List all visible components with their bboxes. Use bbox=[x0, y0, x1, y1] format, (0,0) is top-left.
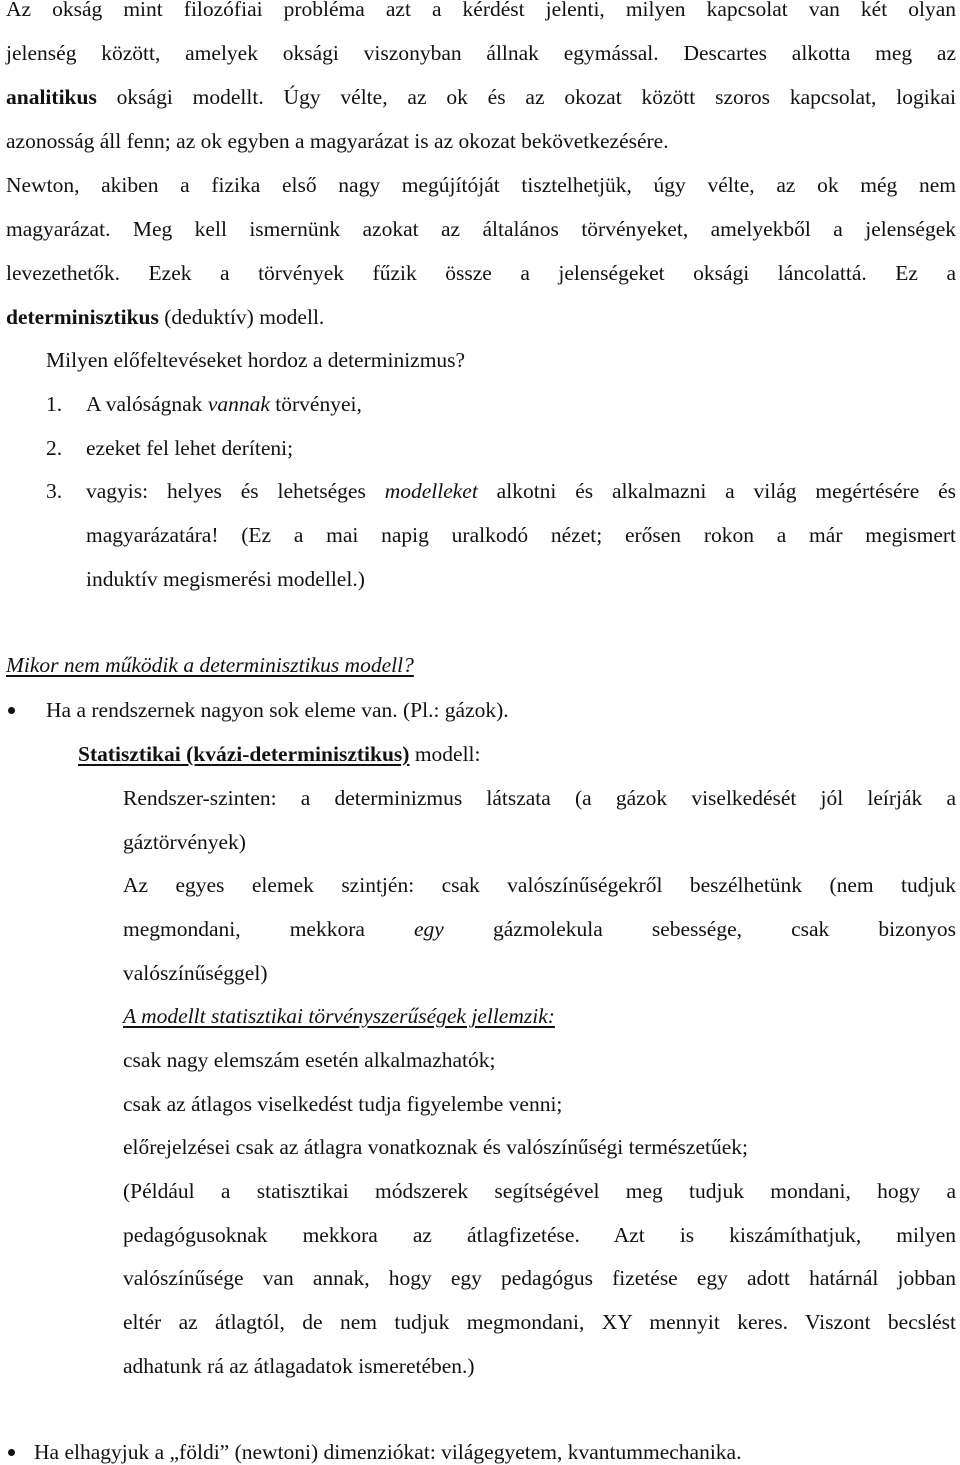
para1-line6: magyarázat. Meg kell ismernünk azokat az általános törvényeket, amelyekből a jelenségek bbox=[6, 217, 956, 241]
para1-line5: Newton, akiben a fizika első nagy megújítóját tisztelhetjük, úgy vélte, az ok még nem bbox=[6, 173, 956, 197]
list-item-2: ezeket fel lehet deríteni; bbox=[86, 436, 294, 460]
stat-system-level-line1: Rendszer-szinten: a determinizmus látszata (a gázok viselkedését jól leírják a bbox=[123, 786, 956, 810]
list-item-3-line2: magyarázatára! (Ez a mai napig uralkodó nézet; erősen rokon a már megismert bbox=[86, 523, 956, 547]
list-item-3-emphasis: modelleket bbox=[384, 479, 478, 503]
stat-example-line4: eltér az átlagtól, de nem tudjuk megmondani, XY mennyit keres. Viszont becslést bbox=[123, 1310, 956, 1334]
question-when-not-working: Mikor nem működik a determinisztikus modell? bbox=[6, 653, 414, 677]
stat-characteristic-1: csak nagy elemszám esetén alkalmazhatók; bbox=[123, 1048, 496, 1072]
para1-line3-rest: oksági modellt. Úgy vélte, az ok és az okozat között szoros kapcsolat, logikai bbox=[96, 85, 956, 109]
stat-example-line3: valószínűsége van annak, hogy egy pedagógus fizetése egy adott határnál jobban bbox=[123, 1266, 956, 1290]
list-item-1-text-a: A valóságnak bbox=[86, 392, 208, 416]
bullet-dot-1 bbox=[8, 707, 15, 714]
para1-line8-rest: (deduktív) modell. bbox=[158, 305, 325, 329]
stat-element-level-line2 bbox=[123, 916, 956, 942]
stat-characteristic-3: előrejelzései csak az átlagra vonatkoznak és valószínűségi természetűek; bbox=[123, 1135, 749, 1159]
question-determinism: Milyen előfeltevéseket hordoz a determinizmus? bbox=[46, 348, 466, 372]
stat-model-heading bbox=[78, 741, 481, 767]
para1-line2: jelenség között, amelyek oksági viszonyban állnak egymással. Descartes alkotta meg az bbox=[6, 41, 956, 65]
para1-line3 bbox=[6, 84, 956, 110]
para1-line4: azonosság áll fenn; az ok egyben a magyarázat is az okozat bekövetkezésére. bbox=[6, 129, 669, 153]
stat-characteristics-title: A modellt statisztikai törvényszerűségek jellemzik: bbox=[123, 1004, 555, 1028]
list-item-3-line3: induktív megismerési modellel.) bbox=[86, 567, 365, 591]
stat-element-level-line1: Az egyes elemek szintjén: csak valószínűségekről beszélhetünk (nem tudjuk bbox=[123, 873, 956, 897]
para1-line1: Az okság mint filozófiai probléma azt a kérdést jelenti, milyen kapcsolat van két olyan bbox=[6, 0, 956, 21]
stat-model-title-rest: modell: bbox=[409, 742, 481, 766]
stat-model-title: Statisztikai (kvázi-determinisztikus) bbox=[78, 742, 410, 766]
stat-element-level-line3: valószínűséggel) bbox=[123, 961, 268, 985]
para1-line8 bbox=[6, 304, 324, 330]
para1-line7: levezethetők. Ezek a törvények fűzik össze a jelenségeket oksági láncolattá. Ez a bbox=[6, 261, 956, 285]
list-item-1 bbox=[86, 391, 362, 417]
list-number-1: 1. bbox=[46, 392, 63, 416]
bullet-item-non-earthly-dimensions: Ha elhagyjuk a „földi” (newtoni) dimenziókat: világegyetem, kvantummechanika. bbox=[34, 1440, 742, 1464]
list-item-1-text-b: törvényei, bbox=[269, 392, 362, 416]
stat-example-line5: adhatunk rá az átlagadatok ismeretében.) bbox=[123, 1354, 475, 1378]
stat-example-line2: pedagógusoknak mekkora az átlagfizetése. Azt is kiszámíthatjuk, milyen bbox=[123, 1223, 956, 1247]
stat-example-line1: (Például a statisztikai módszerek segítségével meg tudjuk mondani, hogy a bbox=[123, 1179, 956, 1203]
list-number-2: 2. bbox=[46, 436, 63, 460]
list-number-3: 3. bbox=[46, 479, 63, 503]
list-item-3-line1 bbox=[86, 478, 956, 504]
list-item-3-text-b: alkotni és alkalmazni a világ megértésére és bbox=[477, 479, 956, 503]
stat-element-level-text-a: megmondani, mekkora bbox=[123, 917, 415, 941]
list-item-1-emphasis: vannak bbox=[207, 392, 270, 416]
stat-system-level-line2: gáztörvények) bbox=[123, 830, 246, 854]
stat-element-level-text-b: gázmolekula sebessége, csak bizonyos bbox=[443, 917, 956, 941]
list-item-3-text-a: vagyis: helyes és lehetséges bbox=[86, 479, 385, 503]
stat-characteristic-2: csak az átlagos viselkedést tudja figyelembe venni; bbox=[123, 1092, 563, 1116]
bullet-dot-2 bbox=[8, 1449, 15, 1456]
term-analitikus: analitikus bbox=[6, 85, 97, 109]
stat-element-level-emphasis: egy bbox=[414, 917, 444, 941]
term-determinisztikus: determinisztikus bbox=[6, 305, 159, 329]
bullet-item-many-elements: Ha a rendszernek nagyon sok eleme van. (Pl.: gázok). bbox=[46, 698, 509, 722]
